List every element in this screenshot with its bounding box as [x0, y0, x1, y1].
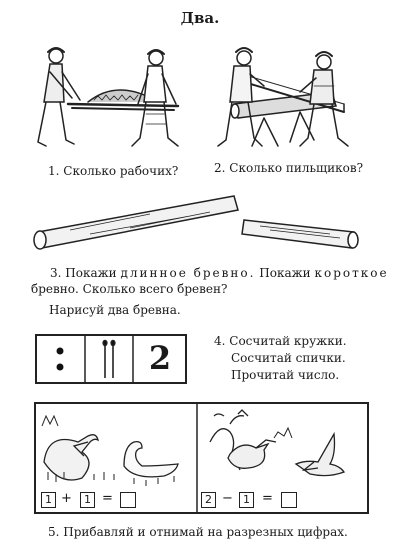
- logs-illustration: [30, 190, 366, 260]
- left-eq-plus: +: [61, 491, 72, 506]
- q3-how-many-text: Сколько всего бревен?: [82, 282, 228, 296]
- right-eq-answer-box[interactable]: [281, 492, 297, 508]
- question-sawyers: 2. Сколько пильщиков?: [214, 161, 364, 175]
- q3-short-text: короткое: [314, 266, 389, 280]
- left-eq-answer-box[interactable]: [120, 492, 136, 508]
- q3-show-text: Покажи: [259, 266, 311, 280]
- question-logs-line2: [31, 282, 227, 297]
- digit-two: 2: [148, 339, 172, 377]
- sawyers-illustration: [204, 42, 362, 157]
- q3-log-word: бревно.: [31, 282, 79, 296]
- left-eq-equals: =: [102, 491, 113, 506]
- left-eq-digit-b: 1: [80, 492, 95, 508]
- q3-long-log-text: длинное бревно.: [120, 266, 256, 280]
- read-number-text: Прочитай число.: [231, 368, 340, 382]
- dot-circle: [57, 348, 64, 355]
- count-matches-text: Сосчитай спички.: [231, 351, 346, 365]
- right-eq-digit-b: 1: [239, 492, 254, 508]
- question-logs-line1: [50, 266, 389, 281]
- page-title: Два.: [180, 9, 220, 27]
- right-eq-equals: =: [262, 491, 273, 506]
- right-eq-digit-a: 2: [201, 492, 216, 508]
- q3-number-text: 3. Покажи: [50, 266, 117, 280]
- workers-illustration: [28, 42, 198, 157]
- draw-logs-task: Нарисуй два бревна.: [49, 303, 181, 317]
- dot-circle: [57, 364, 64, 371]
- left-eq-digit-a: 1: [41, 492, 56, 508]
- right-eq-minus: −: [222, 491, 233, 506]
- count-circles-text: 4. Сосчитай кружки.: [214, 334, 347, 348]
- question-workers: 1. Сколько рабочих?: [48, 164, 179, 178]
- task5-caption: 5. Прибавляй и отнимай на разрезных цифрах.: [48, 525, 348, 539]
